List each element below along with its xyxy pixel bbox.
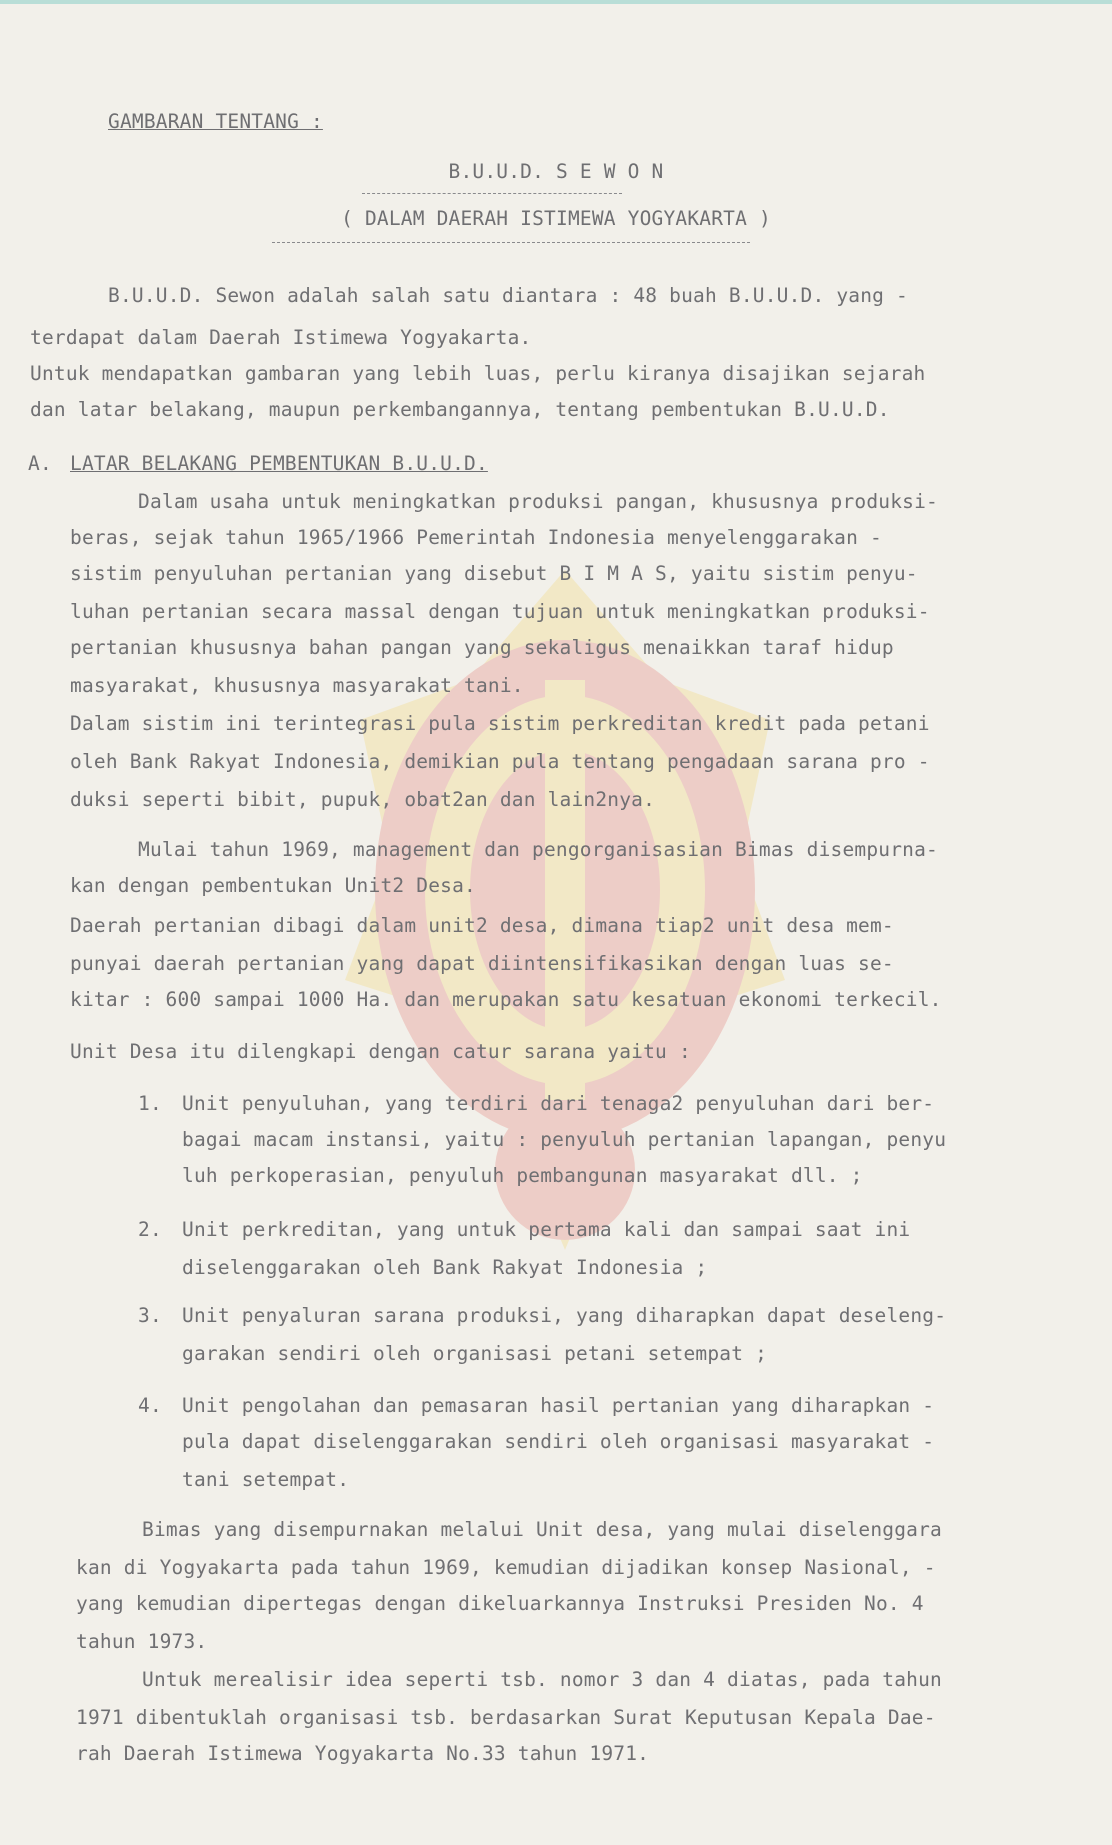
paragraph-line: kan dengan pembentukan Unit2 Desa. [70, 874, 476, 897]
paragraph-line: punyai daerah pertanian yang dapat diintensifikasikan dengan luas se- [70, 952, 894, 975]
list-number: 4. [138, 1394, 162, 1417]
section-label: A. [28, 452, 52, 475]
list-number: 3. [138, 1304, 162, 1327]
paragraph-line: sistim penyuluhan pertanian yang disebut B I M A S, yaitu sistim penyu- [70, 562, 918, 585]
list-item-line: garakan sendiri oleh organisasi petani setempat ; [182, 1342, 768, 1365]
list-number: 1. [138, 1092, 162, 1115]
list-item-line: Unit penyaluran sarana produksi, yang diharapkan dapat deseleng- [182, 1304, 947, 1327]
list-item-line: Unit penyuluhan, yang terdiri dari tenaga2 penyuluhan dari ber- [182, 1092, 935, 1115]
paragraph-line: yang kemudian dipertegas dengan dikeluarkannya Instruksi Presiden No. 4 [76, 1592, 924, 1615]
subtitle-underline [272, 242, 750, 243]
paragraph-line: beras, sejak tahun 1965/1966 Pemerintah Indonesia menyelenggarakan - [70, 526, 882, 549]
list-item-line: pula dapat diselenggarakan sendiri oleh organisasi masyarakat - [182, 1430, 935, 1453]
title-underline [362, 193, 622, 194]
paragraph-line: Dalam usaha untuk meningkatkan produksi pangan, khususnya produksi- [138, 490, 938, 513]
paragraph-line: Dalam sistim ini terintegrasi pula sistim perkreditan kredit pada petani [70, 712, 930, 735]
list-item-line: tani setempat. [182, 1468, 350, 1491]
paragraph-line: rah Daerah Istimewa Yogyakarta No.33 tahun 1971. [76, 1742, 650, 1765]
list-item-line: bagai macam instansi, yaitu : penyuluh pertanian lapangan, penyu [182, 1128, 947, 1151]
intro-line: dan latar belakang, maupun perkembangannya, tentang pembentukan B.U.U.D. [30, 398, 890, 421]
list-item-line: Unit perkreditan, yang untuk pertama kali dan sampai saat ini [182, 1218, 911, 1241]
paragraph-line: masyarakat, khususnya masyarakat tani. [70, 674, 524, 697]
list-number: 2. [138, 1218, 162, 1241]
paragraph-line: pertanian khususnya bahan pangan yang sekaligus menaikkan taraf hidup [70, 636, 894, 659]
list-item-line: luh perkoperasian, penyuluh pembangunan masyarakat dll. ; [182, 1164, 863, 1187]
paragraph-line: Unit Desa itu dilengkapi dengan catur sarana yaitu : [70, 1040, 691, 1063]
list-item-line: diselenggarakan oleh Bank Rakyat Indonesia ; [182, 1256, 708, 1279]
paragraph-line: Daerah pertanian dibagi dalam unit2 desa, dimana tiap2 unit desa mem- [70, 914, 894, 937]
list-item-line: Unit pengolahan dan pemasaran hasil pertanian yang diharapkan - [182, 1394, 935, 1417]
doc-title: B.U.U.D. S E W O N [448, 160, 664, 183]
paragraph-line: Mulai tahun 1969, management dan pengorganisasian Bimas disempurna- [138, 838, 938, 861]
paragraph-line: kan di Yogyakarta pada tahun 1969, kemudian dijadikan konsep Nasional, - [76, 1556, 936, 1579]
paragraph-line: kitar : 600 sampai 1000 Ha. dan merupakan satu kesatuan ekonomi terkecil. [70, 988, 942, 1011]
paragraph-line: 1971 dibentuklah organisasi tsb. berdasarkan Surat Keputusan Kepala Dae- [76, 1706, 936, 1729]
paragraph-line: duksi seperti bibit, pupuk, obat2an dan lain2nya. [70, 788, 656, 811]
section-title: LATAR BELAKANG PEMBENTUKAN B.U.U.D. [70, 452, 488, 475]
paragraph-line: Bimas yang disempurnakan melalui Unit desa, yang mulai diselenggara [142, 1518, 942, 1541]
doc-heading: GAMBARAN TENTANG : [108, 110, 323, 133]
doc-subtitle: ( DALAM DAERAH ISTIMEWA YOGYAKARTA ) [341, 207, 771, 230]
intro-line: B.U.U.D. Sewon adalah salah satu diantara : 48 buah B.U.U.D. yang - [108, 284, 908, 307]
paragraph-line: Untuk merealisir idea seperti tsb. nomor 3 dan 4 diatas, pada tahun [142, 1668, 942, 1691]
intro-line: terdapat dalam Daerah Istimewa Yogyakarta. [30, 326, 532, 349]
intro-line: Untuk mendapatkan gambaran yang lebih luas, perlu kiranya disajikan sejarah [30, 362, 926, 385]
paragraph-line: oleh Bank Rakyat Indonesia, demikian pula tentang pengadaan sarana pro - [70, 750, 930, 773]
paragraph-line: tahun 1973. [76, 1630, 208, 1653]
paragraph-line: luhan pertanian secara massal dengan tujuan untuk meningkatkan produksi- [70, 600, 930, 623]
